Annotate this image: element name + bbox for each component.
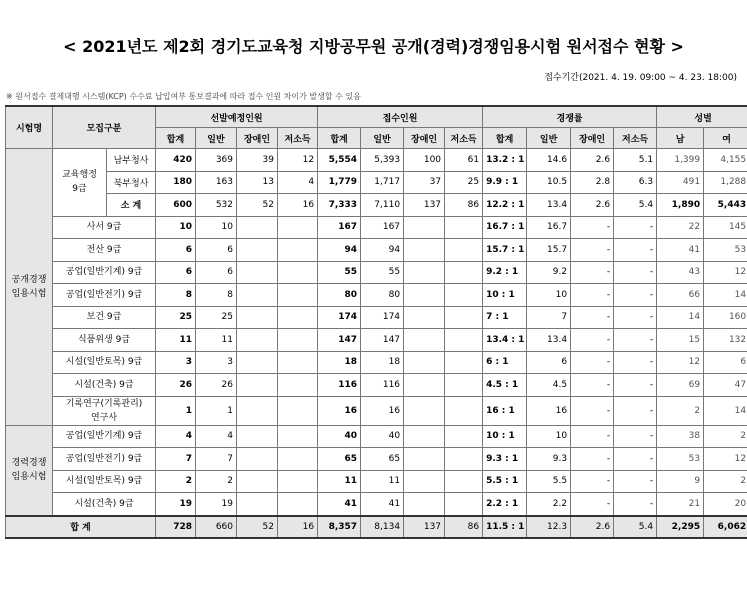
header-ratio-total: 합계 <box>483 128 527 149</box>
category-label: 시설(일반토목) 9급 <box>53 351 156 374</box>
applied-cell: 167 <box>361 216 404 239</box>
ratio-cell: 2.8 <box>571 171 614 194</box>
applied-cell: 16 <box>361 396 404 425</box>
planned-cell: 11 <box>196 329 237 352</box>
female-cell: 5,443 <box>704 194 747 217</box>
planned-cell <box>237 351 278 374</box>
applied-cell: 5,393 <box>361 149 404 172</box>
table-row <box>6 149 747 172</box>
male-cell: 53 <box>657 448 704 471</box>
ratio-cell: - <box>614 493 657 516</box>
applied-cell <box>404 374 445 397</box>
male-cell: 21 <box>657 493 704 516</box>
category-label: 시설(일반토목) 9급 <box>53 470 156 493</box>
planned-cell: 600 <box>156 194 196 217</box>
applied-cell: 11 <box>361 470 404 493</box>
female-cell: 145 <box>704 216 747 239</box>
planned-cell <box>278 216 318 239</box>
header-category: 모집구분 <box>53 106 156 149</box>
female-cell: 6 <box>704 351 747 374</box>
ratio-cell: - <box>614 239 657 262</box>
female-cell: 12 <box>704 261 747 284</box>
header-applied: 접수인원 <box>318 106 483 128</box>
ratio-cell: 15.7 <box>527 239 571 262</box>
table-row <box>6 351 747 374</box>
planned-cell <box>278 306 318 329</box>
applied-cell <box>404 425 445 448</box>
applied-cell <box>404 284 445 307</box>
table-row <box>6 261 747 284</box>
ratio-cell: 7 : 1 <box>483 306 527 329</box>
ratio-cell: 6 : 1 <box>483 351 527 374</box>
ratio-cell: - <box>571 493 614 516</box>
planned-cell <box>278 329 318 352</box>
ratio-cell: 4.5 <box>527 374 571 397</box>
female-cell: 6,062 <box>704 516 747 538</box>
applied-cell: 37 <box>404 171 445 194</box>
group-admin-cell: 교육행정 9급 <box>53 149 107 217</box>
female-cell: 2 <box>704 470 747 493</box>
ratio-cell: 6.3 <box>614 171 657 194</box>
ratio-cell: - <box>614 470 657 493</box>
planned-cell: 163 <box>196 171 237 194</box>
applied-cell: 65 <box>361 448 404 471</box>
ratio-cell: 16.7 : 1 <box>483 216 527 239</box>
header-male: 남 <box>657 128 704 149</box>
planned-cell: 7 <box>196 448 237 471</box>
ratio-cell: 2.2 <box>527 493 571 516</box>
applied-cell: 8,134 <box>361 516 404 538</box>
applied-cell: 147 <box>361 329 404 352</box>
applied-cell <box>445 306 483 329</box>
male-cell: 9 <box>657 470 704 493</box>
category-label: 남부청사 <box>107 149 156 172</box>
planned-cell: 52 <box>237 516 278 538</box>
ratio-cell: 5.4 <box>614 194 657 217</box>
ratio-cell: - <box>571 425 614 448</box>
category-label: 공업(일반기계) 9급 <box>53 261 156 284</box>
category-label: 공업(일반전기) 9급 <box>53 448 156 471</box>
ratio-cell: 10 <box>527 284 571 307</box>
planned-cell: 19 <box>196 493 237 516</box>
ratio-cell: - <box>614 306 657 329</box>
ratio-cell: 9.9 : 1 <box>483 171 527 194</box>
table-row <box>6 425 747 448</box>
category-label: 사서 9급 <box>53 216 156 239</box>
planned-cell <box>237 216 278 239</box>
table-row <box>6 493 747 516</box>
applied-cell: 86 <box>445 516 483 538</box>
ratio-cell: - <box>571 261 614 284</box>
ratio-cell: - <box>571 448 614 471</box>
applied-cell <box>445 284 483 307</box>
ratio-cell: 10 : 1 <box>483 425 527 448</box>
male-cell: 12 <box>657 351 704 374</box>
category-label: 식품위생 9급 <box>53 329 156 352</box>
planned-cell <box>278 351 318 374</box>
planned-cell: 16 <box>278 194 318 217</box>
applied-cell: 174 <box>361 306 404 329</box>
planned-cell <box>237 261 278 284</box>
planned-cell: 6 <box>156 261 196 284</box>
planned-cell: 3 <box>196 351 237 374</box>
applied-cell <box>445 351 483 374</box>
planned-cell: 11 <box>156 329 196 352</box>
applied-cell <box>445 239 483 262</box>
table-row <box>6 239 747 262</box>
category-label: 보건 9급 <box>53 306 156 329</box>
planned-cell: 7 <box>156 448 196 471</box>
planned-cell <box>237 493 278 516</box>
planned-cell: 1 <box>156 396 196 425</box>
planned-cell <box>278 261 318 284</box>
applied-cell: 116 <box>361 374 404 397</box>
ratio-cell: 5.4 <box>614 516 657 538</box>
header-planned-general: 일반 <box>196 128 237 149</box>
applied-cell: 94 <box>361 239 404 262</box>
planned-cell <box>278 425 318 448</box>
planned-cell <box>237 239 278 262</box>
applied-cell: 80 <box>361 284 404 307</box>
planned-cell: 8 <box>156 284 196 307</box>
ratio-cell: - <box>614 374 657 397</box>
planned-cell: 6 <box>196 239 237 262</box>
applied-cell: 55 <box>361 261 404 284</box>
applied-cell <box>404 329 445 352</box>
ratio-cell: - <box>571 374 614 397</box>
female-cell: 12 <box>704 448 747 471</box>
planned-cell: 3 <box>156 351 196 374</box>
header-applied-lowincome: 저소득 <box>445 128 483 149</box>
page-title: < 2021년도 제2회 경기도교육청 지방공무원 공개(경력)경쟁임용시험 원서접수 현황 > <box>63 37 684 56</box>
ratio-cell: 12.3 <box>527 516 571 538</box>
applied-cell: 167 <box>318 216 361 239</box>
ratio-cell: 9.2 : 1 <box>483 261 527 284</box>
planned-cell <box>237 425 278 448</box>
applied-cell <box>445 448 483 471</box>
male-cell: 15 <box>657 329 704 352</box>
female-cell: 20 <box>704 493 747 516</box>
total-label: 합 계 <box>6 516 156 538</box>
table-row <box>6 470 747 493</box>
header-applied-general: 일반 <box>361 128 404 149</box>
table-row <box>6 329 747 352</box>
planned-cell: 2 <box>196 470 237 493</box>
applied-cell: 1,779 <box>318 171 361 194</box>
application-period: 접수기간(2021. 4. 19. 09:00 ~ 4. 23. 18:00) <box>544 73 737 83</box>
applied-cell: 8,357 <box>318 516 361 538</box>
planned-cell: 26 <box>156 374 196 397</box>
table-row <box>6 216 747 239</box>
applied-cell: 100 <box>404 149 445 172</box>
planned-cell <box>278 396 318 425</box>
applied-cell: 147 <box>318 329 361 352</box>
applied-cell <box>404 261 445 284</box>
ratio-cell: 5.5 <box>527 470 571 493</box>
applied-cell <box>445 396 483 425</box>
category-label: 기록연구(기록관리) 연구사 <box>53 396 156 425</box>
applied-cell <box>445 374 483 397</box>
female-cell: 1,288 <box>704 171 747 194</box>
planned-cell: 10 <box>196 216 237 239</box>
ratio-cell: 2.6 <box>571 516 614 538</box>
ratio-cell: - <box>614 396 657 425</box>
applied-cell <box>404 493 445 516</box>
category-label: 시설(건축) 9급 <box>53 493 156 516</box>
applied-cell <box>404 470 445 493</box>
ratio-cell: - <box>614 425 657 448</box>
applied-cell: 137 <box>404 194 445 217</box>
applied-cell <box>445 329 483 352</box>
ratio-cell: 2.6 <box>571 149 614 172</box>
header-ratio-disabled: 장애인 <box>571 128 614 149</box>
applied-cell: 40 <box>361 425 404 448</box>
applied-cell <box>445 493 483 516</box>
female-cell: 47 <box>704 374 747 397</box>
ratio-cell: 10 : 1 <box>483 284 527 307</box>
header-planned-total: 합계 <box>156 128 196 149</box>
footnote: ※ 원서접수 결제대행 시스템(KCP) 수수료 납입여부 통보결과에 따라 접수 인원 차이가 발생할 수 있음 <box>6 92 361 101</box>
female-cell: 4,155 <box>704 149 747 172</box>
ratio-cell: - <box>614 329 657 352</box>
planned-cell: 4 <box>196 425 237 448</box>
ratio-cell: 9.2 <box>527 261 571 284</box>
planned-cell: 420 <box>156 149 196 172</box>
ratio-cell: 15.7 : 1 <box>483 239 527 262</box>
ratio-cell: 9.3 : 1 <box>483 448 527 471</box>
header-planned-lowincome: 저소득 <box>278 128 318 149</box>
applied-cell <box>404 351 445 374</box>
male-cell: 66 <box>657 284 704 307</box>
category-label: 공업(일반전기) 9급 <box>53 284 156 307</box>
table-row <box>6 396 747 425</box>
male-cell: 43 <box>657 261 704 284</box>
applied-cell <box>404 306 445 329</box>
ratio-cell: 13.4 : 1 <box>483 329 527 352</box>
ratio-cell: 2.2 : 1 <box>483 493 527 516</box>
category-label: 전산 9급 <box>53 239 156 262</box>
applied-cell: 174 <box>318 306 361 329</box>
header-applied-disabled: 장애인 <box>404 128 445 149</box>
header-exam: 시험명 <box>6 106 53 149</box>
male-cell: 22 <box>657 216 704 239</box>
applied-cell: 65 <box>318 448 361 471</box>
ratio-cell: 9.3 <box>527 448 571 471</box>
applied-cell: 41 <box>318 493 361 516</box>
application-status-table <box>5 105 747 539</box>
exam-career-cell: 경력경쟁 임용시험 <box>6 425 53 516</box>
exam-open-cell: 공개경쟁 임용시험 <box>6 149 53 426</box>
ratio-cell: 7 <box>527 306 571 329</box>
ratio-cell: 4.5 : 1 <box>483 374 527 397</box>
applied-cell <box>404 396 445 425</box>
ratio-cell: 2.6 <box>571 194 614 217</box>
ratio-cell: - <box>571 351 614 374</box>
applied-cell: 7,333 <box>318 194 361 217</box>
male-cell: 1,890 <box>657 194 704 217</box>
planned-cell <box>278 493 318 516</box>
ratio-cell: - <box>614 284 657 307</box>
ratio-cell: - <box>571 239 614 262</box>
applied-cell: 18 <box>318 351 361 374</box>
male-cell: 41 <box>657 239 704 262</box>
ratio-cell: 10 <box>527 425 571 448</box>
header-female: 여 <box>704 128 747 149</box>
applied-cell: 61 <box>445 149 483 172</box>
applied-cell: 137 <box>404 516 445 538</box>
ratio-cell: - <box>614 261 657 284</box>
planned-cell <box>237 448 278 471</box>
ratio-cell: 14.6 <box>527 149 571 172</box>
planned-cell <box>278 284 318 307</box>
planned-cell: 369 <box>196 149 237 172</box>
male-cell: 1,399 <box>657 149 704 172</box>
male-cell: 491 <box>657 171 704 194</box>
planned-cell: 12 <box>278 149 318 172</box>
header-ratio: 경쟁률 <box>483 106 657 128</box>
planned-cell <box>237 470 278 493</box>
header-applied-total: 합계 <box>318 128 361 149</box>
ratio-cell: 13.4 <box>527 329 571 352</box>
ratio-cell: - <box>614 351 657 374</box>
table-row <box>6 284 747 307</box>
applied-cell: 86 <box>445 194 483 217</box>
planned-cell: 25 <box>196 306 237 329</box>
ratio-cell: 10.5 <box>527 171 571 194</box>
male-cell: 14 <box>657 306 704 329</box>
applied-cell: 5,554 <box>318 149 361 172</box>
planned-cell: 6 <box>156 239 196 262</box>
ratio-cell: 16 : 1 <box>483 396 527 425</box>
planned-cell: 660 <box>196 516 237 538</box>
planned-cell: 25 <box>156 306 196 329</box>
planned-cell <box>237 374 278 397</box>
planned-cell <box>237 284 278 307</box>
ratio-cell: - <box>571 306 614 329</box>
female-cell: 14 <box>704 284 747 307</box>
header-ratio-general: 일반 <box>527 128 571 149</box>
category-label: 공업(일반기계) 9급 <box>53 425 156 448</box>
female-cell: 132 <box>704 329 747 352</box>
ratio-cell: - <box>571 470 614 493</box>
applied-cell: 16 <box>318 396 361 425</box>
planned-cell: 26 <box>196 374 237 397</box>
planned-cell: 19 <box>156 493 196 516</box>
planned-cell: 13 <box>237 171 278 194</box>
planned-cell <box>278 448 318 471</box>
planned-cell: 180 <box>156 171 196 194</box>
header-gender: 성별 <box>657 106 747 128</box>
category-label: 북부청사 <box>107 171 156 194</box>
planned-cell: 4 <box>156 425 196 448</box>
planned-cell: 10 <box>156 216 196 239</box>
applied-cell <box>445 470 483 493</box>
planned-cell: 52 <box>237 194 278 217</box>
planned-cell <box>237 396 278 425</box>
table-row <box>6 194 747 217</box>
applied-cell: 55 <box>318 261 361 284</box>
ratio-cell: 5.5 : 1 <box>483 470 527 493</box>
table-row <box>6 374 747 397</box>
ratio-cell: - <box>571 284 614 307</box>
ratio-cell: 11.5 : 1 <box>483 516 527 538</box>
category-label: 소 계 <box>107 194 156 217</box>
planned-cell: 6 <box>196 261 237 284</box>
ratio-cell: - <box>571 329 614 352</box>
planned-cell: 4 <box>278 171 318 194</box>
ratio-cell: 13.4 <box>527 194 571 217</box>
applied-cell: 40 <box>318 425 361 448</box>
planned-cell: 39 <box>237 149 278 172</box>
category-label: 시설(건축) 9급 <box>53 374 156 397</box>
applied-cell <box>445 261 483 284</box>
applied-cell <box>404 216 445 239</box>
female-cell: 160 <box>704 306 747 329</box>
header-planned: 선발예정인원 <box>156 106 318 128</box>
planned-cell: 1 <box>196 396 237 425</box>
applied-cell: 25 <box>445 171 483 194</box>
ratio-cell: - <box>614 448 657 471</box>
applied-cell: 1,717 <box>361 171 404 194</box>
applied-cell: 11 <box>318 470 361 493</box>
planned-cell <box>237 306 278 329</box>
planned-cell: 16 <box>278 516 318 538</box>
header-planned-disabled: 장애인 <box>237 128 278 149</box>
planned-cell <box>278 374 318 397</box>
ratio-cell: 13.2 : 1 <box>483 149 527 172</box>
ratio-cell: 16 <box>527 396 571 425</box>
table-row <box>6 448 747 471</box>
applied-cell: 116 <box>318 374 361 397</box>
planned-cell: 8 <box>196 284 237 307</box>
applied-cell <box>445 425 483 448</box>
planned-cell <box>278 470 318 493</box>
ratio-cell: 12.2 : 1 <box>483 194 527 217</box>
ratio-cell: - <box>614 216 657 239</box>
applied-cell: 94 <box>318 239 361 262</box>
female-cell: 53 <box>704 239 747 262</box>
female-cell: 14 <box>704 396 747 425</box>
male-cell: 2 <box>657 396 704 425</box>
ratio-cell: 5.1 <box>614 149 657 172</box>
header-ratio-lowincome: 저소득 <box>614 128 657 149</box>
ratio-cell: - <box>571 396 614 425</box>
total-row <box>6 516 747 538</box>
table-row <box>6 171 747 194</box>
ratio-cell: - <box>571 216 614 239</box>
planned-cell <box>278 239 318 262</box>
male-cell: 69 <box>657 374 704 397</box>
female-cell: 2 <box>704 425 747 448</box>
ratio-cell: 16.7 <box>527 216 571 239</box>
applied-cell: 80 <box>318 284 361 307</box>
applied-cell: 18 <box>361 351 404 374</box>
applied-cell <box>404 239 445 262</box>
male-cell: 2,295 <box>657 516 704 538</box>
applied-cell: 7,110 <box>361 194 404 217</box>
planned-cell: 728 <box>156 516 196 538</box>
applied-cell: 41 <box>361 493 404 516</box>
applied-cell <box>445 216 483 239</box>
planned-cell: 2 <box>156 470 196 493</box>
ratio-cell: 6 <box>527 351 571 374</box>
planned-cell: 532 <box>196 194 237 217</box>
applied-cell <box>404 448 445 471</box>
planned-cell <box>237 329 278 352</box>
table-row <box>6 306 747 329</box>
male-cell: 38 <box>657 425 704 448</box>
